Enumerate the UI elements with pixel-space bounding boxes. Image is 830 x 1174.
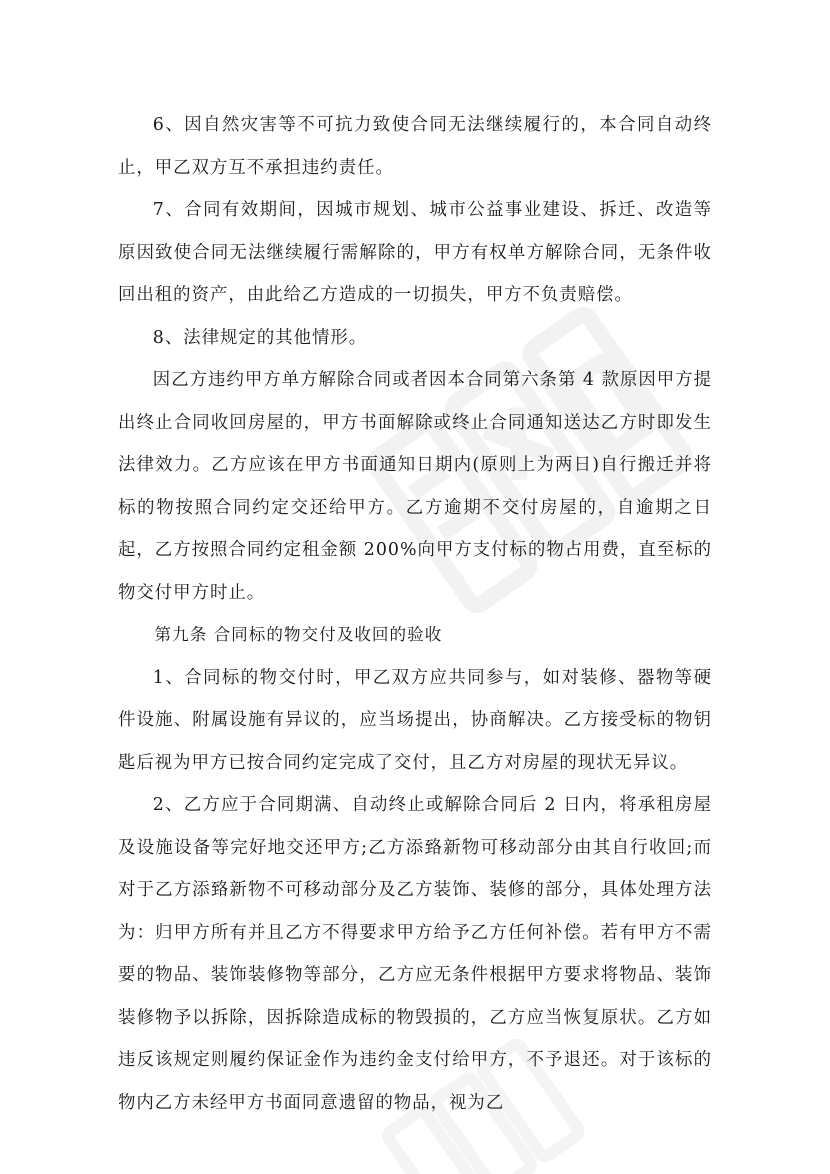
paragraph-termination-effect: 因乙方违约甲方单方解除合同或者因本合同第六条第 4 款原因甲方提出终止合同收回房屋的，甲方书面解除或终止合同通知送达乙方时即发生法律效力。乙方应该在甲方书面通知日期内(原则上为两日)自行搬迁并将标的物按照合同约定交还给甲方。乙方逾期不交付房屋的，自逾期之日起，乙方按照合同约定租金额 200%向甲方支付标的物占用费，直至标的物交付甲方时止。 [118,370,712,603]
article-9-heading: 第九条 合同标的物交付及收回的验收 [154,625,443,644]
paragraph-return-2: 2、乙方应于合同期满、自动终止或解除合同后 2 日内，将承租房屋及设施设备等完好地交还甲方;乙方添臵新物可移动部分由其自行收回;而对于乙方添臵新物不可移动部分及乙方装饰、装修的部分，具体处理方法为：归甲方所有并且乙方不得要求甲方给予乙方任何补偿。若有甲方不需要的物品、装饰装修物等部分，乙方应无条件根据甲方要求将物品、装饰装修物予以拆除，因拆除造成标的物毁损的，乙方应当恢复原状。乙方如违反该规定则履约保证金作为违约金支付给甲方，不予退还。对于该标的物内乙方未经甲方书面同意遗留的物品，视为乙 [118,795,712,1113]
paragraph-clause-8: 8、法律规定的其他情形。 [152,327,368,348]
paragraph-clause-6: 6、因自然灾害等不可抗力致使合同无法继续履行的，本合同自动终止，甲乙双方互不承担违约责任。 [118,115,712,178]
paragraph-clause-7: 7、合同有效期间，因城市规划、城市公益事业建设、拆迁、改造等原因致使合同无法继续履行需解除的，甲方有权单方解除合同，无条件收回出租的资产，由此给乙方造成的一切损失，甲方不负责赔偿。 [118,200,712,305]
document-body [118,104,712,1124]
paragraph-delivery-1: 1、合同标的物交付时，甲乙双方应共同参与，如对装修、器物等硬件设施、附属设施有异议的，应当场提出，协商解决。乙方接受标的物钥匙后视为甲方已按合同约定完成了交付，且乙方对房屋的现状无异议。 [118,667,712,773]
